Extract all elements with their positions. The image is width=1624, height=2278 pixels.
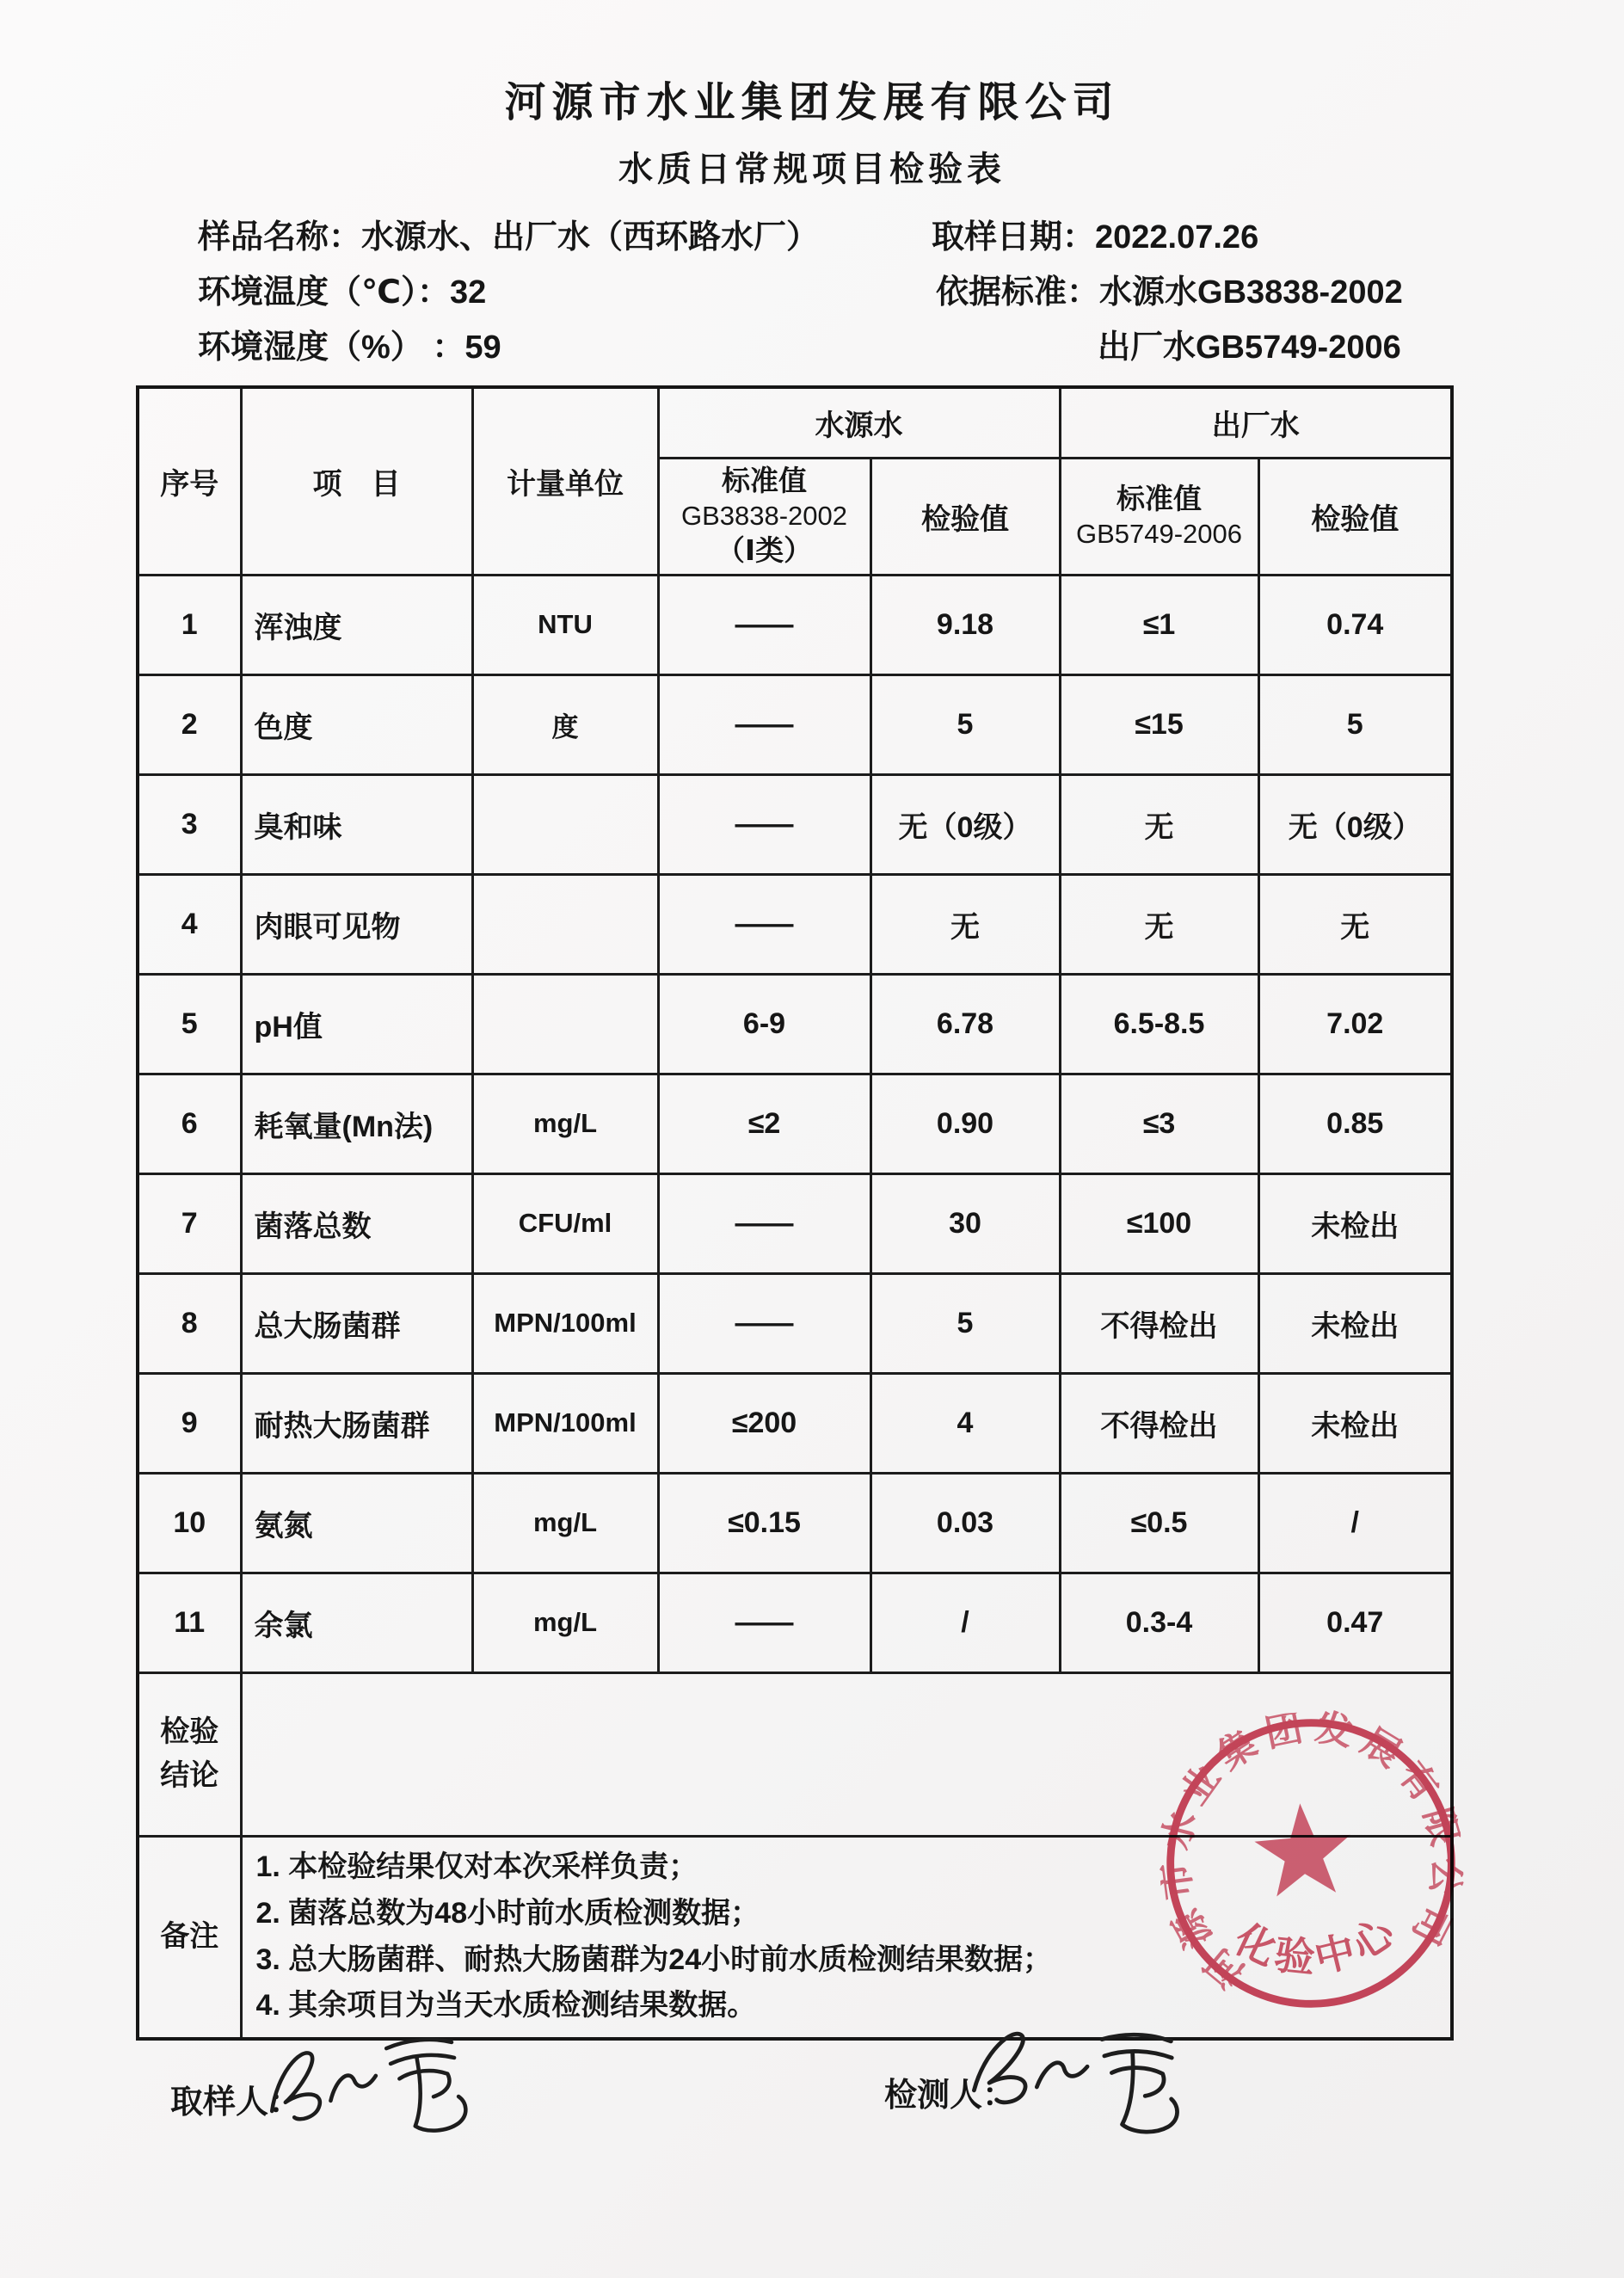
tap-standard-cell: 6.5-8.5 bbox=[1060, 974, 1258, 1074]
remark-item: 4. 其余项目为当天水质检测结果数据。 bbox=[255, 1989, 757, 2022]
source-test-cell: 5 bbox=[870, 674, 1060, 774]
source-test-cell: 6.78 bbox=[870, 974, 1060, 1074]
meta-block bbox=[136, 210, 1450, 375]
source-test-cell: 0.03 bbox=[870, 1473, 1060, 1573]
seq-cell: 6 bbox=[138, 1074, 241, 1173]
table-header-group-row bbox=[138, 387, 1452, 458]
table-row bbox=[138, 1573, 1452, 1672]
source-standard-cell: —— bbox=[658, 1573, 870, 1672]
item-cell: 浑浊度 bbox=[241, 575, 472, 674]
unit-cell: NTU bbox=[472, 575, 658, 674]
table-row bbox=[138, 1273, 1452, 1373]
tap-test-cell: 未检出 bbox=[1258, 1173, 1452, 1273]
table-row bbox=[138, 1473, 1452, 1573]
unit-cell: mg/L bbox=[472, 1473, 658, 1573]
tap-test-header: 检验值 bbox=[1258, 458, 1452, 575]
seq-cell: 7 bbox=[138, 1173, 241, 1273]
doc-title: 水质日常规项目检验表 bbox=[618, 151, 1006, 188]
source-test-cell: 4 bbox=[870, 1373, 1060, 1473]
item-header: 项 目 bbox=[241, 387, 472, 575]
tap-test-cell: / bbox=[1258, 1473, 1452, 1573]
source-test-cell: 无（0级） bbox=[870, 774, 1060, 874]
source-standard-cell: ≤200 bbox=[658, 1373, 870, 1473]
table-rows-body bbox=[138, 575, 1452, 1672]
unit-cell: mg/L bbox=[472, 1074, 658, 1173]
tap-standard-cell: ≤3 bbox=[1060, 1074, 1258, 1173]
source-test-cell: 30 bbox=[870, 1173, 1060, 1273]
seq-cell: 9 bbox=[138, 1373, 241, 1473]
tap-standard-cell: 不得检出 bbox=[1060, 1373, 1258, 1473]
tap-test-cell: 0.47 bbox=[1258, 1573, 1452, 1672]
seal-ring-text: 河源市水业集团发展有限公司 bbox=[1153, 1707, 1468, 1995]
item-cell: 余氯 bbox=[241, 1573, 472, 1672]
seq-cell: 5 bbox=[138, 974, 241, 1074]
tap-test-cell: 无（0级） bbox=[1258, 774, 1452, 874]
tap-standard-cell: 0.3-4 bbox=[1060, 1573, 1258, 1672]
tap-standard-cell: 无 bbox=[1060, 874, 1258, 974]
tap-standard-cell: 不得检出 bbox=[1060, 1273, 1258, 1373]
item-cell: 臭和味 bbox=[241, 774, 472, 874]
sampler-label: 取样人： bbox=[170, 2084, 302, 2121]
source-standard-cell: —— bbox=[658, 774, 870, 874]
tap-test-cell: 未检出 bbox=[1258, 1273, 1452, 1373]
seq-cell: 8 bbox=[138, 1273, 241, 1373]
tap-test-cell: 0.74 bbox=[1258, 575, 1452, 674]
seq-cell: 1 bbox=[138, 575, 241, 674]
table-row bbox=[138, 1074, 1452, 1173]
seal-center-text: 化验中心 bbox=[1227, 1906, 1406, 1982]
item-cell: 肉眼可见物 bbox=[241, 874, 472, 974]
seq-cell: 3 bbox=[138, 774, 241, 874]
source-standard-cell: —— bbox=[658, 874, 870, 974]
conclusion-label: 检验结论 bbox=[138, 1672, 241, 1836]
tap-standard-cell: ≤100 bbox=[1060, 1173, 1258, 1273]
table-row bbox=[138, 1173, 1452, 1273]
source-test-cell: / bbox=[870, 1573, 1060, 1672]
source-test-cell: 无 bbox=[870, 874, 1060, 974]
ambient-humidity-label: 环境湿度（%） ： bbox=[198, 329, 465, 366]
source-test-header: 检验值 bbox=[870, 458, 1060, 575]
source-water-group-header: 水源水 bbox=[658, 387, 1060, 458]
unit-cell: 度 bbox=[472, 674, 658, 774]
remark-item: 2. 菌落总数为48小时前水质检测数据； bbox=[255, 1897, 760, 1930]
ambient-temp-label: 环境温度（℃）： bbox=[198, 274, 451, 311]
remark-item: 1. 本检验结果仅对本次采样负责； bbox=[255, 1850, 698, 1884]
remark-label: 备注 bbox=[138, 1836, 241, 2039]
tap-test-cell: 0.85 bbox=[1258, 1074, 1452, 1173]
tap-test-cell: 5 bbox=[1258, 674, 1452, 774]
source-water-standard: 水源水GB3838-2002 bbox=[1099, 274, 1403, 311]
sample-name-value: 水源水、出厂水（西环路水厂） bbox=[361, 219, 820, 256]
seq-cell: 11 bbox=[138, 1573, 241, 1672]
item-cell: 色度 bbox=[241, 674, 472, 774]
tap-test-cell: 未检出 bbox=[1258, 1373, 1452, 1473]
sampler-signature bbox=[258, 2010, 508, 2163]
seq-cell: 10 bbox=[138, 1473, 241, 1573]
sampling-date-value: 2022.07.26 bbox=[1095, 219, 1259, 256]
source-standard-cell: ≤0.15 bbox=[658, 1473, 870, 1573]
source-standard-header: 标准值 GB3838-2002 （Ⅰ类） bbox=[658, 458, 870, 575]
unit-cell bbox=[472, 774, 658, 874]
seal-star-icon bbox=[1252, 1800, 1355, 1898]
source-test-cell: 0.90 bbox=[870, 1074, 1060, 1173]
ambient-humidity-value: 59 bbox=[464, 329, 501, 366]
tap-standard-cell: ≤0.5 bbox=[1060, 1473, 1258, 1573]
tap-water-group-header: 出厂水 bbox=[1060, 387, 1452, 458]
ambient-temp-value: 32 bbox=[450, 274, 487, 311]
unit-cell: CFU/ml bbox=[472, 1173, 658, 1273]
source-standard-cell: 6-9 bbox=[658, 974, 870, 1074]
seq-header: 序号 bbox=[138, 387, 241, 575]
remark-item: 3. 总大肠菌群、耐热大肠菌群为24小时前水质检测结果数据； bbox=[255, 1942, 1053, 1976]
source-test-cell: 9.18 bbox=[870, 575, 1060, 674]
source-test-cell: 5 bbox=[870, 1273, 1060, 1373]
item-cell: 耗氧量(Mn法) bbox=[241, 1074, 472, 1173]
tap-standard-cell: ≤15 bbox=[1060, 674, 1258, 774]
tap-standard-cell: 无 bbox=[1060, 774, 1258, 874]
unit-cell: MPN/100ml bbox=[472, 1373, 658, 1473]
unit-header: 计量单位 bbox=[472, 387, 658, 575]
tap-test-cell: 无 bbox=[1258, 874, 1452, 974]
item-cell: 菌落总数 bbox=[241, 1173, 472, 1273]
source-standard-cell: —— bbox=[658, 674, 870, 774]
source-standard-cell: —— bbox=[658, 1173, 870, 1273]
sample-name-label: 样品名称： bbox=[198, 219, 362, 256]
table-row bbox=[138, 874, 1452, 974]
sampling-date-label: 取样日期： bbox=[932, 219, 1096, 256]
unit-cell bbox=[472, 974, 658, 1074]
unit-cell: mg/L bbox=[472, 1573, 658, 1672]
item-cell: 耐热大肠菌群 bbox=[241, 1373, 472, 1473]
company-title: 河源市水业集团发展有限公司 bbox=[504, 80, 1120, 126]
source-standard-cell: ≤2 bbox=[658, 1074, 870, 1173]
tap-test-cell: 7.02 bbox=[1258, 974, 1452, 1074]
table-row bbox=[138, 774, 1452, 874]
source-standard-cell: —— bbox=[658, 575, 870, 674]
table-row bbox=[138, 674, 1452, 774]
tap-standard-cell: ≤1 bbox=[1060, 575, 1258, 674]
unit-cell bbox=[472, 874, 658, 974]
meta-line-humidity bbox=[136, 320, 1450, 375]
table-row bbox=[138, 575, 1452, 674]
item-cell: pH值 bbox=[241, 974, 472, 1074]
item-cell: 氨氮 bbox=[241, 1473, 472, 1573]
unit-cell: MPN/100ml bbox=[472, 1273, 658, 1373]
seq-cell: 2 bbox=[138, 674, 241, 774]
seq-cell: 4 bbox=[138, 874, 241, 974]
source-standard-cell: —— bbox=[658, 1273, 870, 1373]
tap-water-standard: 出厂水GB5749-2006 bbox=[1098, 329, 1401, 366]
tap-standard-header: 标准值 GB5749-2006 bbox=[1060, 458, 1258, 575]
meta-line-temperature bbox=[136, 265, 1450, 320]
standard-basis-label: 依据标准： bbox=[936, 274, 1100, 311]
tester-label: 检测人： bbox=[884, 2078, 1016, 2114]
table-row bbox=[138, 974, 1452, 1074]
company-seal bbox=[1149, 1702, 1473, 2025]
meta-line-sample bbox=[136, 210, 1450, 265]
item-cell: 总大肠菌群 bbox=[241, 1273, 472, 1373]
table-row bbox=[138, 1373, 1452, 1473]
